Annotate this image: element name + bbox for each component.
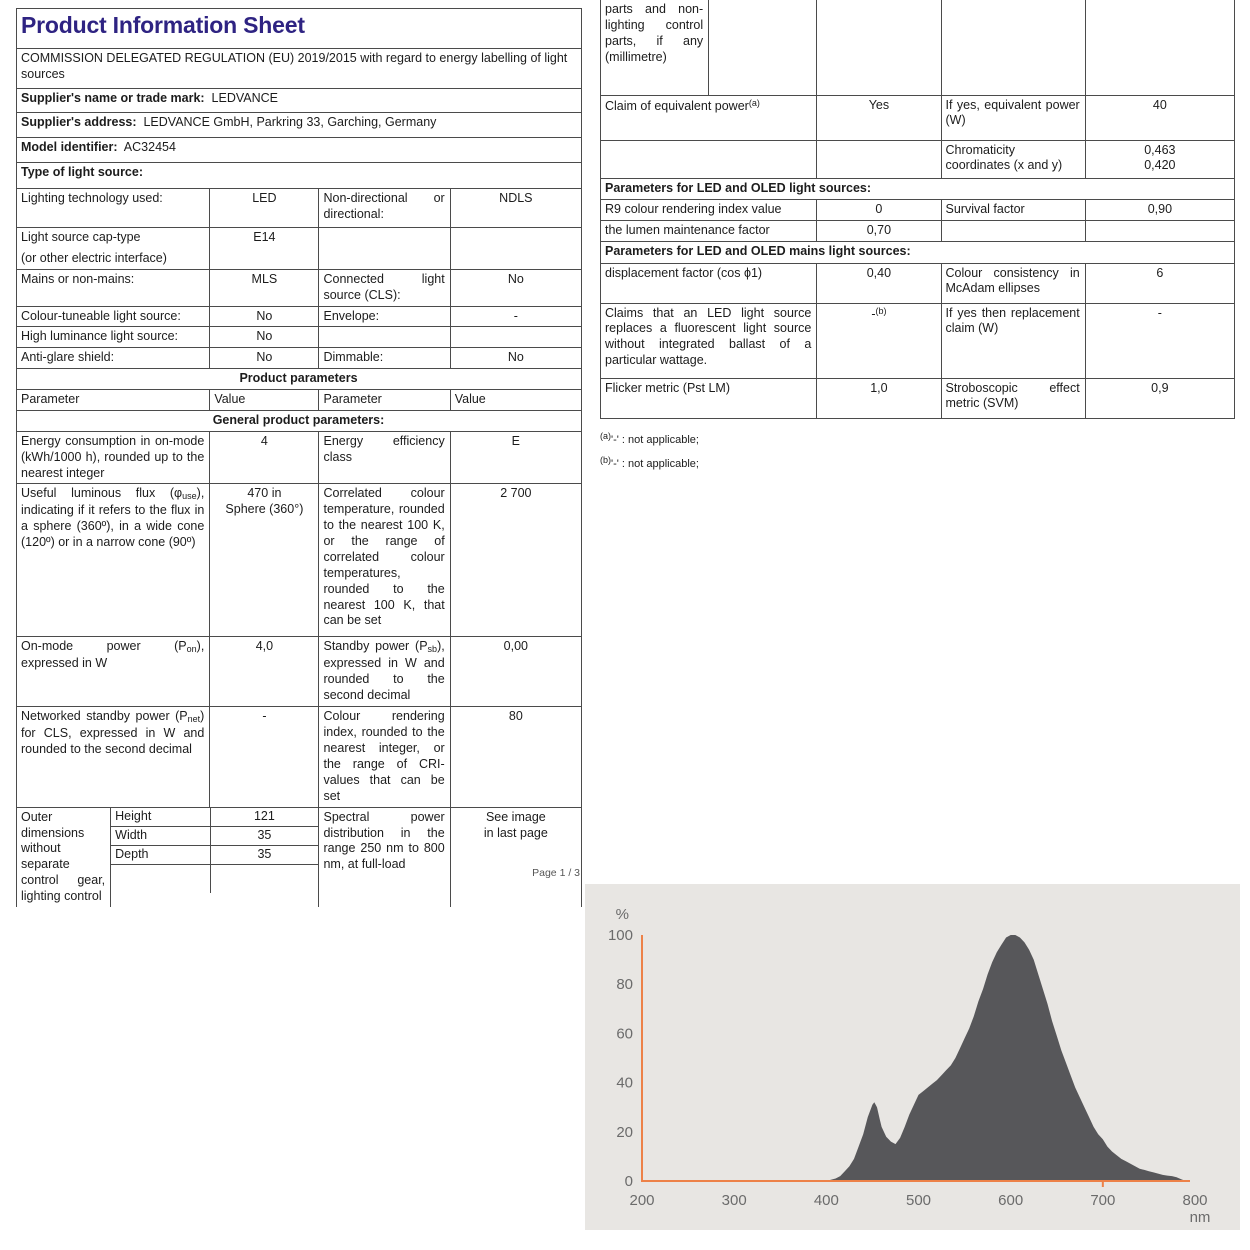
flux-value-line1: 470 in <box>247 486 282 501</box>
anti-glare-value: No <box>210 348 319 369</box>
footnotes <box>600 427 1235 475</box>
on-mode-power-label <box>17 637 210 707</box>
footnote-b <box>600 451 1235 475</box>
cls-label: Connected light source (CLS): <box>319 269 450 306</box>
standby-power-label <box>319 637 450 707</box>
empty-cell <box>941 0 1085 95</box>
equivalent-power-label <box>601 95 817 140</box>
chromaticity-label: Chromaticity coordinates (x and y) <box>941 140 1085 178</box>
if-yes-equivalent-power-value: 40 <box>1085 95 1234 140</box>
high-luminance-value: No <box>210 327 319 348</box>
label-subscript: sb <box>427 644 438 655</box>
width-label: Width <box>111 827 210 846</box>
efficiency-class-label: Energy efficiency class <box>319 431 450 484</box>
label-text: ) for CLS, expressed in W and rounded to the second decimal <box>21 709 205 756</box>
supplier-address-row <box>17 113 582 138</box>
dimensions-subtable-cell <box>111 807 319 907</box>
footnote-marker-b: (b) <box>875 305 887 316</box>
col-header-parameter-1: Parameter <box>17 390 210 411</box>
colour-tuneable-value: No <box>210 306 319 327</box>
x-tick-label: 500 <box>905 1192 932 1209</box>
displacement-factor-label: displacement factor (cos ϕ1) <box>601 263 817 303</box>
dimmable-label: Dimmable: <box>319 348 450 369</box>
chromaticity-values <box>1085 140 1234 178</box>
svm-label: Stroboscopic effect metric (SVM) <box>941 378 1085 418</box>
high-luminance-label: High luminance light source: <box>17 327 210 348</box>
cls-value: No <box>450 269 581 306</box>
networked-standby-value: - <box>210 707 319 807</box>
dimmable-value: No <box>450 348 581 369</box>
flux-value-line2: Sphere (360°) <box>225 502 304 517</box>
footnote-a <box>600 427 1235 451</box>
footnote-marker-a: (a) <box>748 97 760 108</box>
model-identifier-value: AC32454 <box>123 140 176 154</box>
supplier-address-label: Supplier's address: <box>21 115 137 129</box>
flicker-metric-label: Flicker metric (Pst LM) <box>601 378 817 418</box>
empty-cell <box>450 327 581 348</box>
height-label: Height <box>111 808 210 827</box>
spd-value <box>450 807 581 907</box>
supplier-name-row <box>17 89 582 113</box>
y-tick-label: 80 <box>616 976 633 994</box>
width-value: 35 <box>210 827 319 846</box>
cct-label: Correlated colour temperature, rounded to the nearest 100 K, or the range of correlated colour temperatures, rounded to the nearest 100 K, that can be set <box>319 484 450 637</box>
cct-value: 2 700 <box>450 484 581 637</box>
lighting-tech-label: Lighting technology used: <box>17 189 210 228</box>
spd-value-line1: See image <box>485 809 546 824</box>
empty-cell <box>1085 220 1234 241</box>
empty-cell <box>709 0 817 95</box>
equivalent-power-value: Yes <box>817 95 941 140</box>
displacement-factor-value: 0,40 <box>817 263 941 303</box>
outer-dimensions-continuation: parts and non-lighting control parts, if any (millimetre) <box>601 0 709 95</box>
label-text: Networked standby power (P <box>21 709 188 724</box>
networked-standby-label <box>17 707 210 807</box>
model-identifier-label: Model identifier: <box>21 140 118 154</box>
empty-cell <box>601 140 817 178</box>
envelope-label: Envelope: <box>319 306 450 327</box>
page-indicator: Page 1 / 3 <box>532 867 580 879</box>
on-mode-power-value: 4,0 <box>210 637 319 707</box>
label-subscript: use <box>182 491 197 502</box>
col-header-value-1: Value <box>210 390 319 411</box>
label-text: ), expressed in W <box>21 639 205 670</box>
lighting-tech-value: LED <box>210 189 319 228</box>
replacement-claim-value: - <box>1085 303 1234 378</box>
colour-tuneable-label: Colour-tuneable light source: <box>17 306 210 327</box>
mains-parameters-header: Parameters for LED and OLED mains light sources: <box>601 241 1235 263</box>
replacement-claim-label: If yes then replacement claim (W) <box>941 303 1085 378</box>
model-identifier-row <box>17 138 582 163</box>
x-axis-unit-label: nm <box>1189 1209 1211 1226</box>
empty-cell <box>1085 0 1234 95</box>
led-oled-parameters-header: Parameters for LED and OLED light sources: <box>601 178 1235 199</box>
empty-cell <box>450 228 581 270</box>
label-text: ), indicating if it refers to the flux in a sphere (360º), in a wide cone (120º) or in a narrow cone (90º) <box>21 486 205 549</box>
cri-label: Colour rendering index, rounded to the nearest integer, or the range of CRI-values that can be set <box>319 707 450 807</box>
regulation-subtitle: COMMISSION DELEGATED REGULATION (EU) 2019/2015 with regard to energy labelling of light sources <box>17 49 582 89</box>
if-yes-equivalent-power-label: If yes, equivalent power (W) <box>941 95 1085 140</box>
spd-chart <box>585 884 1240 1230</box>
cap-type-label-line2: (or other electric interface) <box>21 250 167 265</box>
mcadam-value: 6 <box>1085 263 1234 303</box>
x-tick-label: 700 <box>1090 1192 1116 1209</box>
anti-glare-label: Anti-glare shield: <box>17 348 210 369</box>
efficiency-class-value: E <box>450 431 581 484</box>
y-tick-label: 40 <box>616 1074 633 1092</box>
survival-factor-value: 0,90 <box>1085 199 1234 220</box>
x-tick-label: 200 <box>629 1192 655 1209</box>
luminous-flux-label <box>17 484 210 637</box>
general-product-parameters-header: General product parameters: <box>17 410 582 431</box>
label-text: Useful luminous flux (φ <box>21 486 183 501</box>
cri-value: 80 <box>450 707 581 807</box>
left-page-column <box>16 8 582 907</box>
label-text: Claim of equivalent power <box>605 98 749 113</box>
label-text: Standby power (P <box>323 639 428 654</box>
r9-value: 0 <box>817 199 941 220</box>
x-tick-label: 800 <box>1182 1192 1208 1209</box>
dimensions-table <box>111 808 319 893</box>
luminous-flux-value <box>210 484 319 637</box>
col-header-parameter-2: Parameter <box>319 390 450 411</box>
product-parameters-header: Product parameters <box>17 369 582 390</box>
survival-factor-label: Survival factor <box>941 199 1085 220</box>
spd-chart-svg <box>585 884 1240 1230</box>
y-tick-label: 20 <box>616 1123 633 1141</box>
empty-cell <box>941 220 1085 241</box>
product-info-table-continued <box>600 0 1235 419</box>
empty-cell <box>817 0 941 95</box>
directional-label: Non-directional or directional: <box>319 189 450 228</box>
outer-dimensions-label: Outer dimensions without separate control gear, lighting control <box>17 807 111 907</box>
footnote-b-marker: (b) <box>600 454 611 465</box>
empty-cell <box>319 327 450 348</box>
footnote-a-text: '-' : not applicable; <box>611 433 699 446</box>
mains-value: MLS <box>210 269 319 306</box>
flicker-metric-value: 1,0 <box>817 378 941 418</box>
y-axis-unit-label: % <box>615 906 629 923</box>
standby-power-value: 0,00 <box>450 637 581 707</box>
y-tick-label: 60 <box>616 1025 633 1043</box>
chromaticity-y-value: 0,420 <box>1144 158 1176 173</box>
r9-label: R9 colour rendering index value <box>601 199 817 220</box>
label-text: On-mode power (P <box>21 639 187 654</box>
supplier-address-value: LEDVANCE GmbH, Parkring 33, Garching, Germany <box>143 115 437 129</box>
energy-consumption-value: 4 <box>210 431 319 484</box>
value-text: - <box>871 306 876 321</box>
spd-value-line2: in last page <box>483 825 548 840</box>
fluorescent-claims-value <box>817 303 941 378</box>
mains-label: Mains or non-mains: <box>17 269 210 306</box>
type-of-light-source-header: Type of light source: <box>17 163 582 189</box>
cap-type-value: E14 <box>210 228 319 270</box>
cap-type-label-line1: Light source cap-type <box>21 230 141 244</box>
x-tick-label: 300 <box>721 1192 747 1209</box>
supplier-name-value: LEDVANCE <box>211 91 279 105</box>
lumen-maintenance-value: 0,70 <box>817 220 941 241</box>
height-value: 121 <box>210 808 319 827</box>
label-subscript: net <box>187 714 201 725</box>
empty-cell <box>319 228 450 270</box>
footnote-a-marker: (a) <box>600 430 611 441</box>
footnote-b-text: '-' : not applicable; <box>611 457 699 470</box>
cap-type-label <box>17 228 210 270</box>
fluorescent-claims-label: Claims that an LED light source replaces a fluorescent light source without integrated ballast of a particular wattage. <box>601 303 817 378</box>
supplier-name-label: Supplier's name or trade mark: <box>21 91 205 105</box>
lumen-maintenance-label: the lumen maintenance factor <box>601 220 817 241</box>
energy-consumption-label: Energy consumption in on-mode (kWh/1000 h), rounded up to the nearest integer <box>17 431 210 484</box>
depth-value: 35 <box>210 846 319 865</box>
right-page-column <box>600 0 1235 475</box>
product-info-table <box>16 8 582 907</box>
directional-value: NDLS <box>450 189 581 228</box>
y-tick-label: 100 <box>607 927 633 944</box>
empty-cell <box>817 140 941 178</box>
page-title: Product Information Sheet <box>17 9 582 49</box>
x-tick-label: 400 <box>813 1192 839 1209</box>
svm-value: 0,9 <box>1085 378 1234 418</box>
y-tick-label: 0 <box>624 1173 633 1190</box>
envelope-value: - <box>450 306 581 327</box>
mcadam-label: Colour consistency in McAdam ellipses <box>941 263 1085 303</box>
label-subscript: on <box>186 644 197 655</box>
x-tick-label: 600 <box>998 1192 1024 1209</box>
spd-label: Spectral power distribution in the range 250 nm to 800 nm, at full-load <box>319 807 450 907</box>
depth-label: Depth <box>111 846 210 865</box>
label-text: ), expressed in W and rounded to the second decimal <box>323 639 445 702</box>
chromaticity-x-value: 0,463 <box>1144 142 1176 157</box>
col-header-value-2: Value <box>450 390 581 411</box>
